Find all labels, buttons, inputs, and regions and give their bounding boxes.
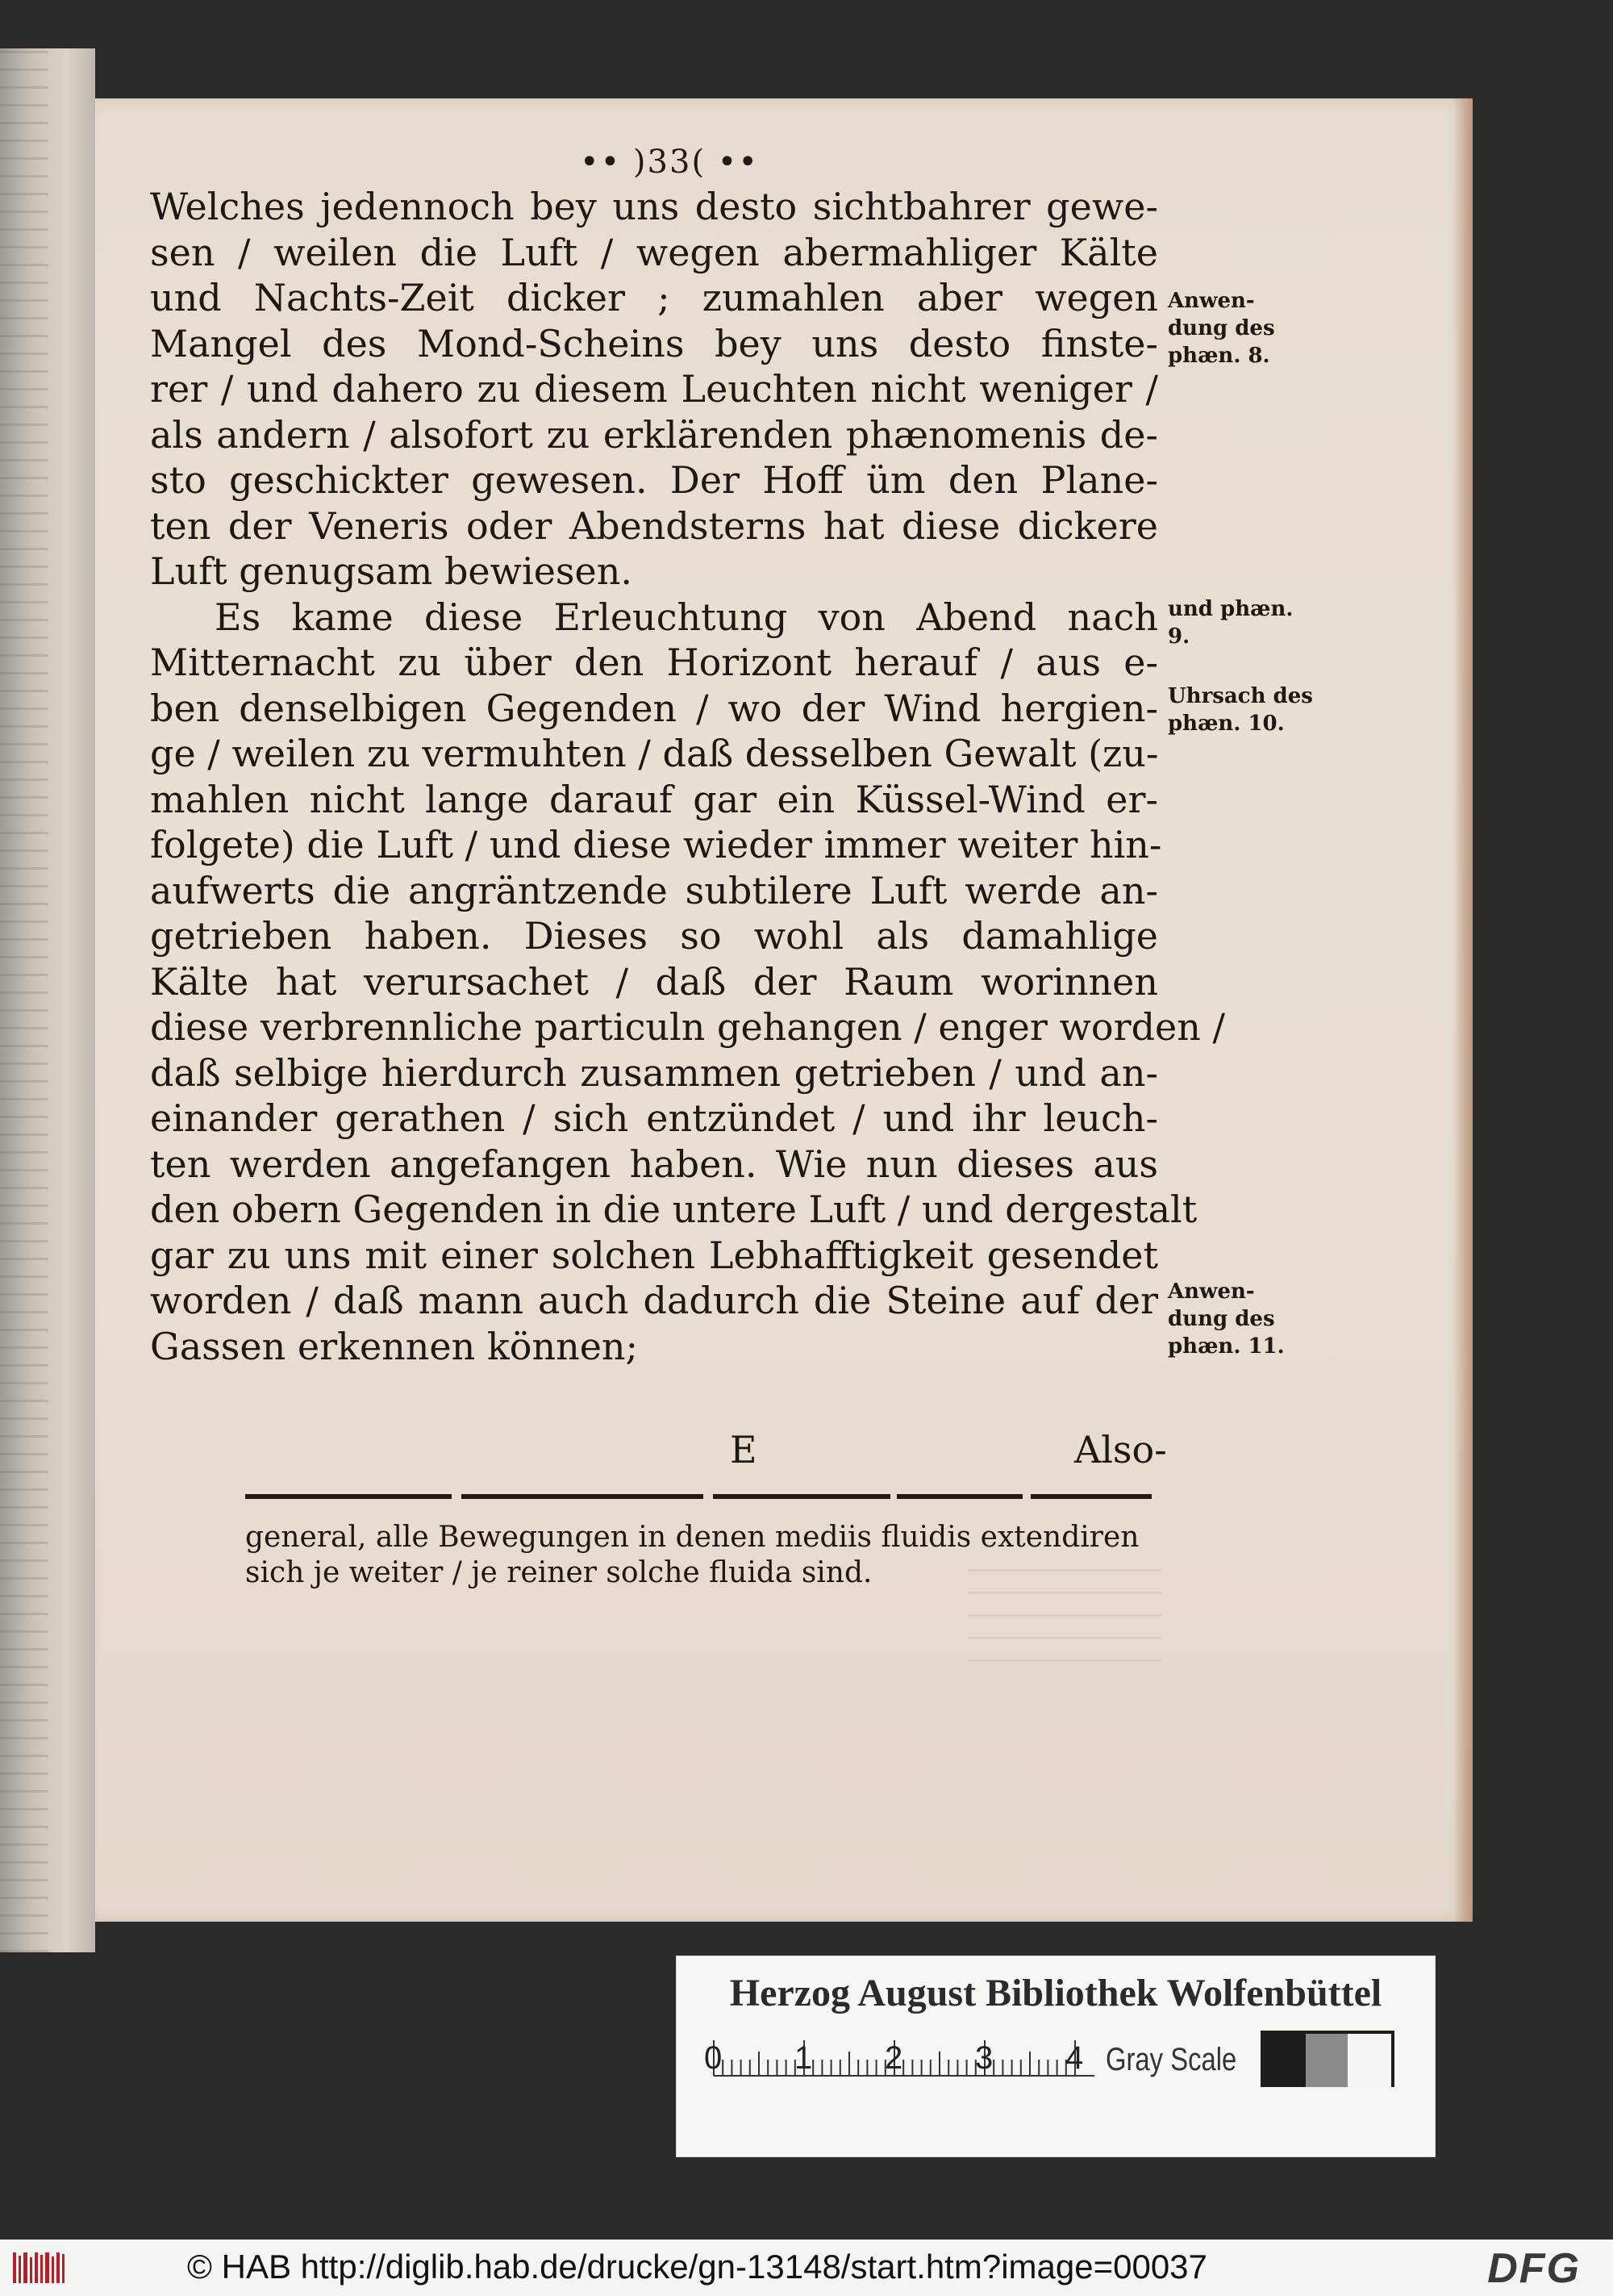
gray-swatch-white: [1348, 2034, 1391, 2087]
ruler-number: 0: [704, 2040, 723, 2076]
scale-ruler: [711, 2037, 1098, 2110]
text-line: daß selbige hierdurch zusammen getrieben / und an-: [150, 1050, 1158, 1095]
footnote-line: general, alle Bewegungen in denen mediis fluidis extendiren: [245, 1521, 1140, 1554]
text-line: einander gerathen / sich entzündet / und ihr leuch-: [150, 1096, 1158, 1140]
footnote-rule: [245, 1494, 452, 1499]
text-line: sen / weilen die Luft / wegen abermahliger Kälte: [150, 230, 1158, 274]
text-line: Es kame diese Erleuchtung von Abend nach: [215, 595, 1158, 639]
text-line: rer / und dahero zu diesem Leuchten nicht weniger /: [150, 367, 1158, 411]
copyright-url[interactable]: © HAB http://diglib.hab.de/drucke/gn-13148/start.htm?image=00037: [187, 2248, 1207, 2286]
text-line: Mitternacht zu über den Horizont herauf / aus e-: [150, 641, 1158, 684]
text-line: ge / weilen zu vermuhten / daß desselben Gewalt (zu-: [150, 732, 1159, 775]
text-line: folgete) die Luft / und diese wieder immer weiter hin-: [150, 823, 1162, 866]
text-line: worden / daß mann auch dadurch die Steine auf der: [150, 1279, 1158, 1322]
margin-note-line: und phæn.: [1168, 597, 1294, 621]
show-through-text: [968, 1565, 1161, 1662]
margin-note-line: Anwen-: [1168, 289, 1255, 313]
page-edge-shadow: [1453, 98, 1473, 1922]
margin-note-line: Anwen-: [1168, 1279, 1255, 1304]
footnote-rule: [897, 1494, 1023, 1499]
margin-note-line: phæn. 10.: [1168, 712, 1285, 736]
ruler-number: 2: [885, 2040, 903, 2076]
page-number: •• )33( ••: [580, 144, 759, 181]
adjacent-page-text-bleed: [0, 48, 48, 1952]
margin-note-line: dung des: [1168, 1307, 1275, 1331]
margin-note-line: phæn. 11.: [1168, 1334, 1285, 1359]
ruler-number: 4: [1065, 2040, 1084, 2076]
adjacent-page-strip: [0, 48, 95, 1952]
hab-barcode-icon: [11, 2251, 66, 2285]
margin-note-line: 9.: [1168, 624, 1190, 649]
text-line: aufwerts die angräntzende subtilere Luft werde an-: [150, 868, 1158, 912]
text-line: getrieben haben. Dieses so wohl als damahlige: [150, 914, 1158, 958]
footnote-line: sich je weiter / je reiner solche fluida sind.: [245, 1556, 873, 1589]
paragraph-1: [150, 184, 1158, 595]
margin-note-anwendung-11: [1168, 1278, 1285, 1360]
signature-mark: E: [730, 1428, 757, 1472]
text-line: Gassen erkennen können;: [150, 1324, 639, 1368]
text-line: als andern / alsofort zu erklärenden phænomenis de-: [150, 412, 1158, 457]
catchword: Also-: [1074, 1428, 1167, 1472]
footnote-rule: [461, 1494, 703, 1499]
text-line: Mangel des Mond-Scheins bey uns desto finste-: [150, 321, 1158, 365]
gray-scale-label: Gray Scale: [1106, 2042, 1237, 2077]
ruler-number: 3: [975, 2040, 994, 2076]
text-line: diese verbrennliche particuln gehangen / enger worden /: [150, 1005, 1225, 1049]
text-line: ten werden angefangen haben. Wie nun dieses aus: [150, 1142, 1158, 1186]
footnote-rule: [1031, 1494, 1152, 1499]
gray-swatch-black: [1264, 2034, 1306, 2087]
text-line: Kälte hat verursachet / daß der Raum worinnen: [150, 959, 1158, 1004]
margin-note-line: Uhrsach des: [1168, 684, 1313, 708]
margin-note-line: dung des: [1168, 316, 1275, 340]
dfg-logo: DFG: [1487, 2245, 1581, 2292]
text-line: ben denselbigen Gegenden / wo der Wind hergien-: [150, 686, 1158, 730]
text-line: ten der Veneris oder Abendsterns hat diese dickere: [150, 503, 1158, 548]
footnote-rule: [713, 1494, 890, 1499]
margin-note-line: phæn. 8.: [1168, 344, 1270, 368]
text-line: den obern Gegenden in die untere Luft / und dergestalt: [150, 1188, 1198, 1231]
margin-note-uhrsach-10: [1168, 683, 1313, 737]
text-line: sto geschickter gewesen. Der Hoff üm den Plane-: [150, 458, 1158, 502]
margin-note-anwendung-8: [1168, 287, 1275, 369]
margin-note-phaen-9: [1168, 595, 1293, 650]
text-line: mahlen nicht lange darauf gar ein Küssel-Wind er-: [150, 777, 1158, 821]
text-line: Welches jedennoch bey uns desto sichtbahrer gewe-: [150, 185, 1158, 228]
text-line: gar zu uns mit einer solchen Lebhafftigkeit gesendet: [150, 1233, 1158, 1277]
gray-swatch-mid: [1306, 2034, 1348, 2087]
text-line: und Nachts-Zeit dicker ; zumahlen aber wegen: [150, 276, 1158, 319]
footer-bar: [0, 2240, 1613, 2296]
ruler-number: 1: [794, 2040, 813, 2076]
text-line: Luft genugsam bewiesen.: [150, 549, 632, 593]
library-label: [676, 1956, 1436, 2157]
library-name: Herzog August Bibliothek Wolfenbüttel: [729, 1972, 1382, 2014]
